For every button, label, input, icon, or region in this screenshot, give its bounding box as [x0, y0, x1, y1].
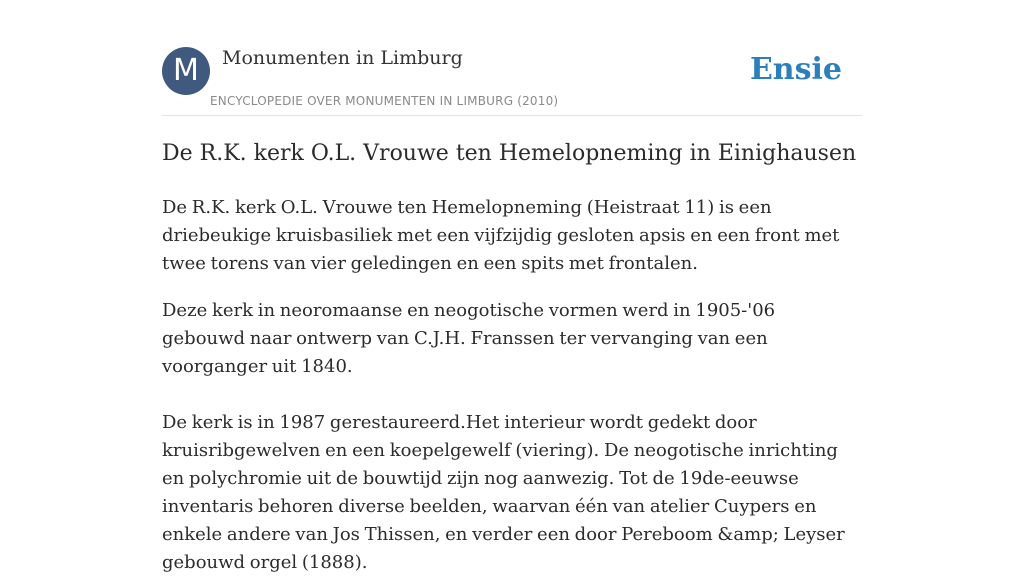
source-avatar[interactable]: M: [162, 47, 210, 95]
article-paragraph: De R.K. kerk O.L. Vrouwe ten Hemelopneming (Heistraat 11) is een driebeukige kruisbasiliek met een vijfzijdig gesloten apsis en een front met twee torens van vier geledingen en een spits met frontalen.: [162, 197, 840, 274]
source-subtitle: ENCYCLOPEDIE OVER MONUMENTEN IN LIMBURG (2010): [210, 94, 559, 108]
source-header: [162, 46, 862, 116]
article: [162, 138, 862, 577]
article-paragraph: Deze kerk in neoromaanse en neogotische vormen werd in 1905-'06 gebouwd naar ontwerp van C.J.H. Franssen ter vervanging van een voorganger uit 1840.: [162, 300, 776, 377]
source-title-link[interactable]: Monumenten in Limburg: [222, 47, 463, 69]
ensie-logo[interactable]: Ensie: [749, 52, 842, 87]
article-paragraph: De kerk is in 1987 gerestaureerd.Het interieur wordt gedekt door kruisribgewelven en een koepelgewelf (viering). De neogotische inrichting en polychromie uit de bouwtijd zijn nog aanwezig. Tot de 19de-eeuwse inventaris behoren diverse beelden, waarvan één van atelier Cuypers en enkele andere van Jos Thissen, en verder een door Pereboom &amp; Leyser gebouwd orgel (1888).: [162, 412, 845, 573]
article-title: De R.K. kerk O.L. Vrouwe ten Hemelopneming in Einighausen: [162, 141, 857, 166]
